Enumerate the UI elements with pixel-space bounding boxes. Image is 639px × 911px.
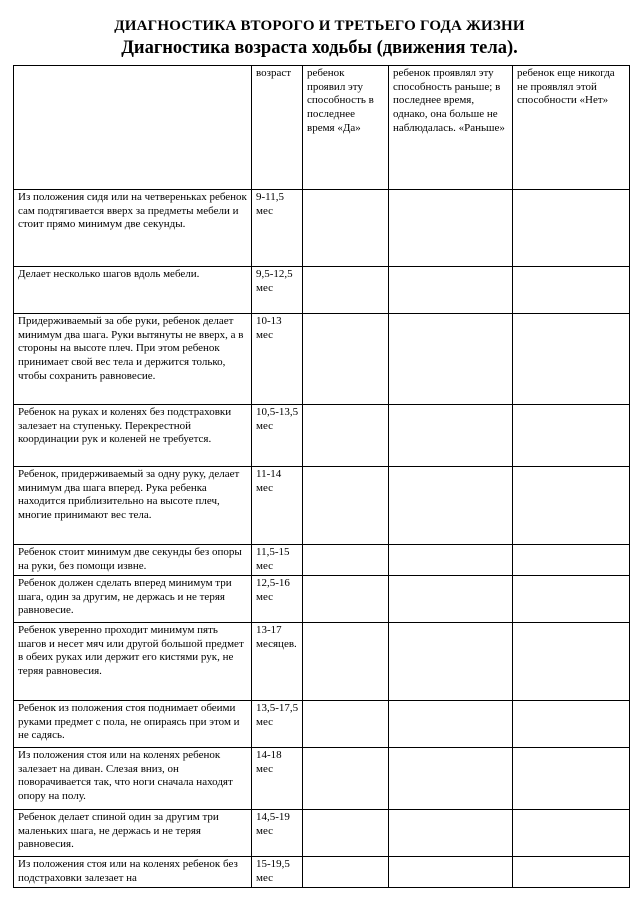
- no-cell[interactable]: [513, 545, 630, 576]
- row-age: 13,5-17,5 мес: [252, 701, 303, 748]
- row-description: Ребенок должен сделать вперед минимум три шага, один за другим, не держась и не теряя равновесие.: [14, 576, 252, 623]
- yes-cell[interactable]: [303, 405, 389, 467]
- row-description: Ребенок на руках и коленях без подстраховки залезает на ступеньку. Перекрестной координации рук и коленей не требуется.: [14, 405, 252, 467]
- header-description: [14, 66, 252, 190]
- yes-cell[interactable]: [303, 545, 389, 576]
- no-cell[interactable]: [513, 267, 630, 314]
- row-age: 10-13 мес: [252, 314, 303, 405]
- yes-cell[interactable]: [303, 857, 389, 888]
- yes-cell[interactable]: [303, 623, 389, 701]
- table-row: [14, 545, 630, 576]
- row-age: 9-11,5 мес: [252, 190, 303, 267]
- table-row: [14, 190, 630, 267]
- row-description: Делает несколько шагов вдоль мебели.: [14, 267, 252, 314]
- no-cell[interactable]: [513, 857, 630, 888]
- row-description: Ребенок делает спиной один за другим три маленьких шага, не держась и не теряя равновесия.: [14, 810, 252, 857]
- table-row: [14, 314, 630, 405]
- header-age: возраст: [252, 66, 303, 190]
- no-cell[interactable]: [513, 467, 630, 545]
- yes-cell[interactable]: [303, 748, 389, 810]
- row-description: Из положения сидя или на четвереньках ребенок сам подтягивается вверх за предметы мебели и стоит прямо минимум две секунды.: [14, 190, 252, 267]
- row-description: Ребенок, придерживаемый за одну руку, делает минимум два шага вперед. Рука ребенка находится приблизительно на высоте плеч, многие принимают вес тела.: [14, 467, 252, 545]
- earlier-cell[interactable]: [389, 545, 513, 576]
- yes-cell[interactable]: [303, 190, 389, 267]
- earlier-cell[interactable]: [389, 576, 513, 623]
- document-subtitle: Диагностика возраста ходьбы (движения тела).: [121, 38, 518, 58]
- no-cell[interactable]: [513, 701, 630, 748]
- row-age: 12,5-16 мес: [252, 576, 303, 623]
- earlier-cell[interactable]: [389, 405, 513, 467]
- earlier-cell[interactable]: [389, 701, 513, 748]
- row-age: 13-17 месяцев.: [252, 623, 303, 701]
- earlier-cell[interactable]: [389, 314, 513, 405]
- row-age: 11-14 мес: [252, 467, 303, 545]
- earlier-cell[interactable]: [389, 267, 513, 314]
- row-description: Придерживаемый за обе руки, ребенок делает минимум два шага. Руки вытянуты не вверх, а в стороны на высоте плеч. При этом ребенок принимает свой вес тела и держится только, чтобы сохранить равновесие.: [14, 314, 252, 405]
- table-row: [14, 623, 630, 701]
- row-description: Из положения стоя или на коленях ребенок залезает на диван. Слезая вниз, он поворачивается так, что ноги сначала находят опору на полу.: [14, 748, 252, 810]
- row-description: Ребенок из положения стоя поднимает обеими руками предмет с пола, не опираясь при этом и не садясь.: [14, 701, 252, 748]
- row-description: Из положения стоя или на коленях ребенок без подстраховки залезает на: [14, 857, 252, 888]
- header-no: ребенок еще никогда не проявлял этой способности «Нет»: [513, 66, 630, 190]
- earlier-cell[interactable]: [389, 623, 513, 701]
- no-cell[interactable]: [513, 190, 630, 267]
- no-cell[interactable]: [513, 576, 630, 623]
- table-row: [14, 810, 630, 857]
- header-earlier: ребенок проявлял эту способность раньше; в последнее время, однако, она больше не наблюдалась. «Раньше»: [389, 66, 513, 190]
- document-title: ДИАГНОСТИКА ВТОРОГО И ТРЕТЬЕГО ГОДА ЖИЗНИ: [114, 18, 525, 34]
- table-row: [14, 701, 630, 748]
- earlier-cell[interactable]: [389, 857, 513, 888]
- earlier-cell[interactable]: [389, 190, 513, 267]
- table-row: [14, 467, 630, 545]
- row-age: 10,5-13,5 мес: [252, 405, 303, 467]
- yes-cell[interactable]: [303, 314, 389, 405]
- no-cell[interactable]: [513, 810, 630, 857]
- diagnostics-table: [13, 65, 630, 888]
- row-age: 15-19,5 мес: [252, 857, 303, 888]
- row-age: 14,5-19 мес: [252, 810, 303, 857]
- row-description: Ребенок стоит минимум две секунды без опоры на руки, без помощи извне.: [14, 545, 252, 576]
- no-cell[interactable]: [513, 748, 630, 810]
- yes-cell[interactable]: [303, 701, 389, 748]
- row-age: 11,5-15 мес: [252, 545, 303, 576]
- table-header-row: [14, 66, 630, 190]
- table-row: [14, 576, 630, 623]
- row-age: 9,5-12,5 мес: [252, 267, 303, 314]
- yes-cell[interactable]: [303, 467, 389, 545]
- table-row: [14, 748, 630, 810]
- earlier-cell[interactable]: [389, 467, 513, 545]
- table-row: [14, 405, 630, 467]
- yes-cell[interactable]: [303, 810, 389, 857]
- no-cell[interactable]: [513, 405, 630, 467]
- table-row: [14, 267, 630, 314]
- earlier-cell[interactable]: [389, 748, 513, 810]
- header-yes: ребенок проявил эту способность в последнее время «Да»: [303, 66, 389, 190]
- yes-cell[interactable]: [303, 267, 389, 314]
- table-row: [14, 857, 630, 888]
- row-description: Ребенок уверенно проходит минимум пять шагов и несет мяч или другой большой предмет в обеих руках или держит его кистями рук, не теряя равновесия.: [14, 623, 252, 701]
- no-cell[interactable]: [513, 623, 630, 701]
- no-cell[interactable]: [513, 314, 630, 405]
- yes-cell[interactable]: [303, 576, 389, 623]
- earlier-cell[interactable]: [389, 810, 513, 857]
- row-age: 14-18 мес: [252, 748, 303, 810]
